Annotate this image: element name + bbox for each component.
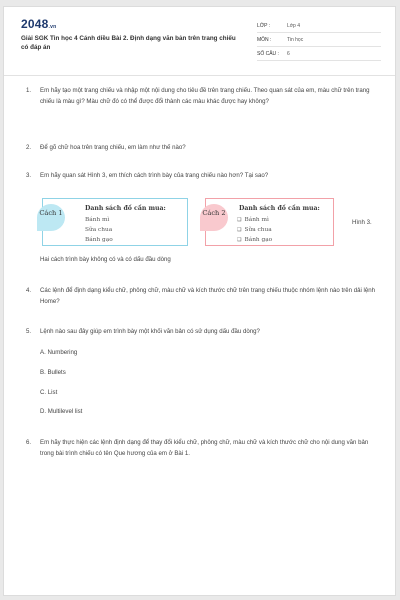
- question-number: 6.: [26, 439, 32, 446]
- answer-option-d: D. Multilevel list: [40, 408, 83, 415]
- site-logo[interactable]: [21, 17, 56, 31]
- question-text: Các lệnh để định dạng kiểu chữ, phông chữ, màu chữ và kích thước chữ trên trang chiếu thuộc nhóm lệnh nào trên dải lệnh Home?: [40, 287, 376, 305]
- card-badge: Cách 2: [200, 204, 228, 231]
- figure-label: Hình 3.: [352, 219, 372, 226]
- card-items: [85, 215, 113, 245]
- list-item: Bánh gạo: [85, 237, 113, 243]
- list-item: [237, 215, 272, 225]
- meta-key: SỐ CÂU :: [257, 51, 279, 57]
- meta-table: [257, 19, 381, 61]
- meta-row-class: [257, 19, 381, 33]
- bullet-icon: ❑: [237, 227, 242, 233]
- question-text: Để gõ chữ hoa trên trang chiếu, em làm như thế nào?: [40, 144, 186, 151]
- meta-key: MÔN :: [257, 37, 272, 43]
- question-number: 2.: [26, 144, 32, 151]
- figure-card-2: [202, 198, 334, 246]
- meta-key: LỚP :: [257, 23, 271, 29]
- question-number: 1.: [26, 87, 32, 94]
- meta-row-count: [257, 47, 381, 61]
- question-text: Em hãy tạo một trang chiếu và nhập một nội dung cho tiêu đề trên trang chiếu. Theo quan sát của em, màu chữ trên trang chiếu là màu gì? Màu chữ đó có thể được đổi thành các màu khác được hay không?: [40, 87, 370, 105]
- answer-option-c: C. List: [40, 389, 58, 396]
- question-number: 3.: [26, 172, 32, 179]
- card-items: [237, 215, 272, 245]
- answer-option-a: A. Numbering: [40, 349, 78, 356]
- list-item: Bánh mì: [85, 217, 110, 223]
- list-item-label: Bánh mì: [244, 217, 269, 223]
- logo-text: 2048: [21, 17, 49, 31]
- card-title: Danh sách đồ cần mua:: [239, 205, 320, 212]
- logo-suffix: .vn: [48, 24, 57, 30]
- question-text: Em hãy thực hiện các lệnh định dạng để thay đổi kiểu chữ, phông chữ, màu chữ và kích thước chữ cho nội dung văn bản trong bài trình chiếu có tên Que hương của em ở Bài 1.: [40, 439, 369, 457]
- list-item: [237, 235, 272, 245]
- document-header: [4, 7, 395, 65]
- list-item-label: Sữa chua: [244, 227, 272, 233]
- meta-value: 6: [287, 51, 290, 57]
- bullet-icon: ❑: [237, 217, 242, 223]
- list-item-label: Bánh gạo: [244, 237, 273, 243]
- question-text: Lệnh nào sau đây giúp em trình bày một khối văn bản có sử dụng dấu đầu dòng?: [40, 328, 260, 335]
- question-number: 5.: [26, 328, 32, 335]
- card-title: Danh sách đồ cần mua:: [85, 205, 166, 212]
- figure-card-1: [39, 198, 188, 246]
- meta-value: Tin học: [287, 37, 304, 43]
- figure-caption: Hai cách trình bày không có và có dấu đầu dòng: [40, 256, 171, 263]
- card-badge: Cách 1: [37, 204, 65, 231]
- meta-row-subject: [257, 33, 381, 47]
- question-number: 4.: [26, 287, 32, 294]
- bullet-icon: ❑: [237, 237, 242, 243]
- answer-option-b: B. Bullets: [40, 369, 66, 376]
- question-text: Em hãy quan sát Hình 3, em thích cách trình bày của trang chiếu nào hơn? Tại sao?: [40, 172, 269, 179]
- header-divider: [4, 75, 395, 76]
- document-title: Giải SGK Tin học 4 Cánh diều Bài 2. Định dạng văn bản trên trang chiếu có đáp án: [21, 35, 236, 51]
- list-item: [237, 225, 272, 235]
- document-page: [3, 6, 396, 596]
- list-item: Sữa chua: [85, 227, 113, 233]
- meta-value: Lớp 4: [287, 23, 301, 29]
